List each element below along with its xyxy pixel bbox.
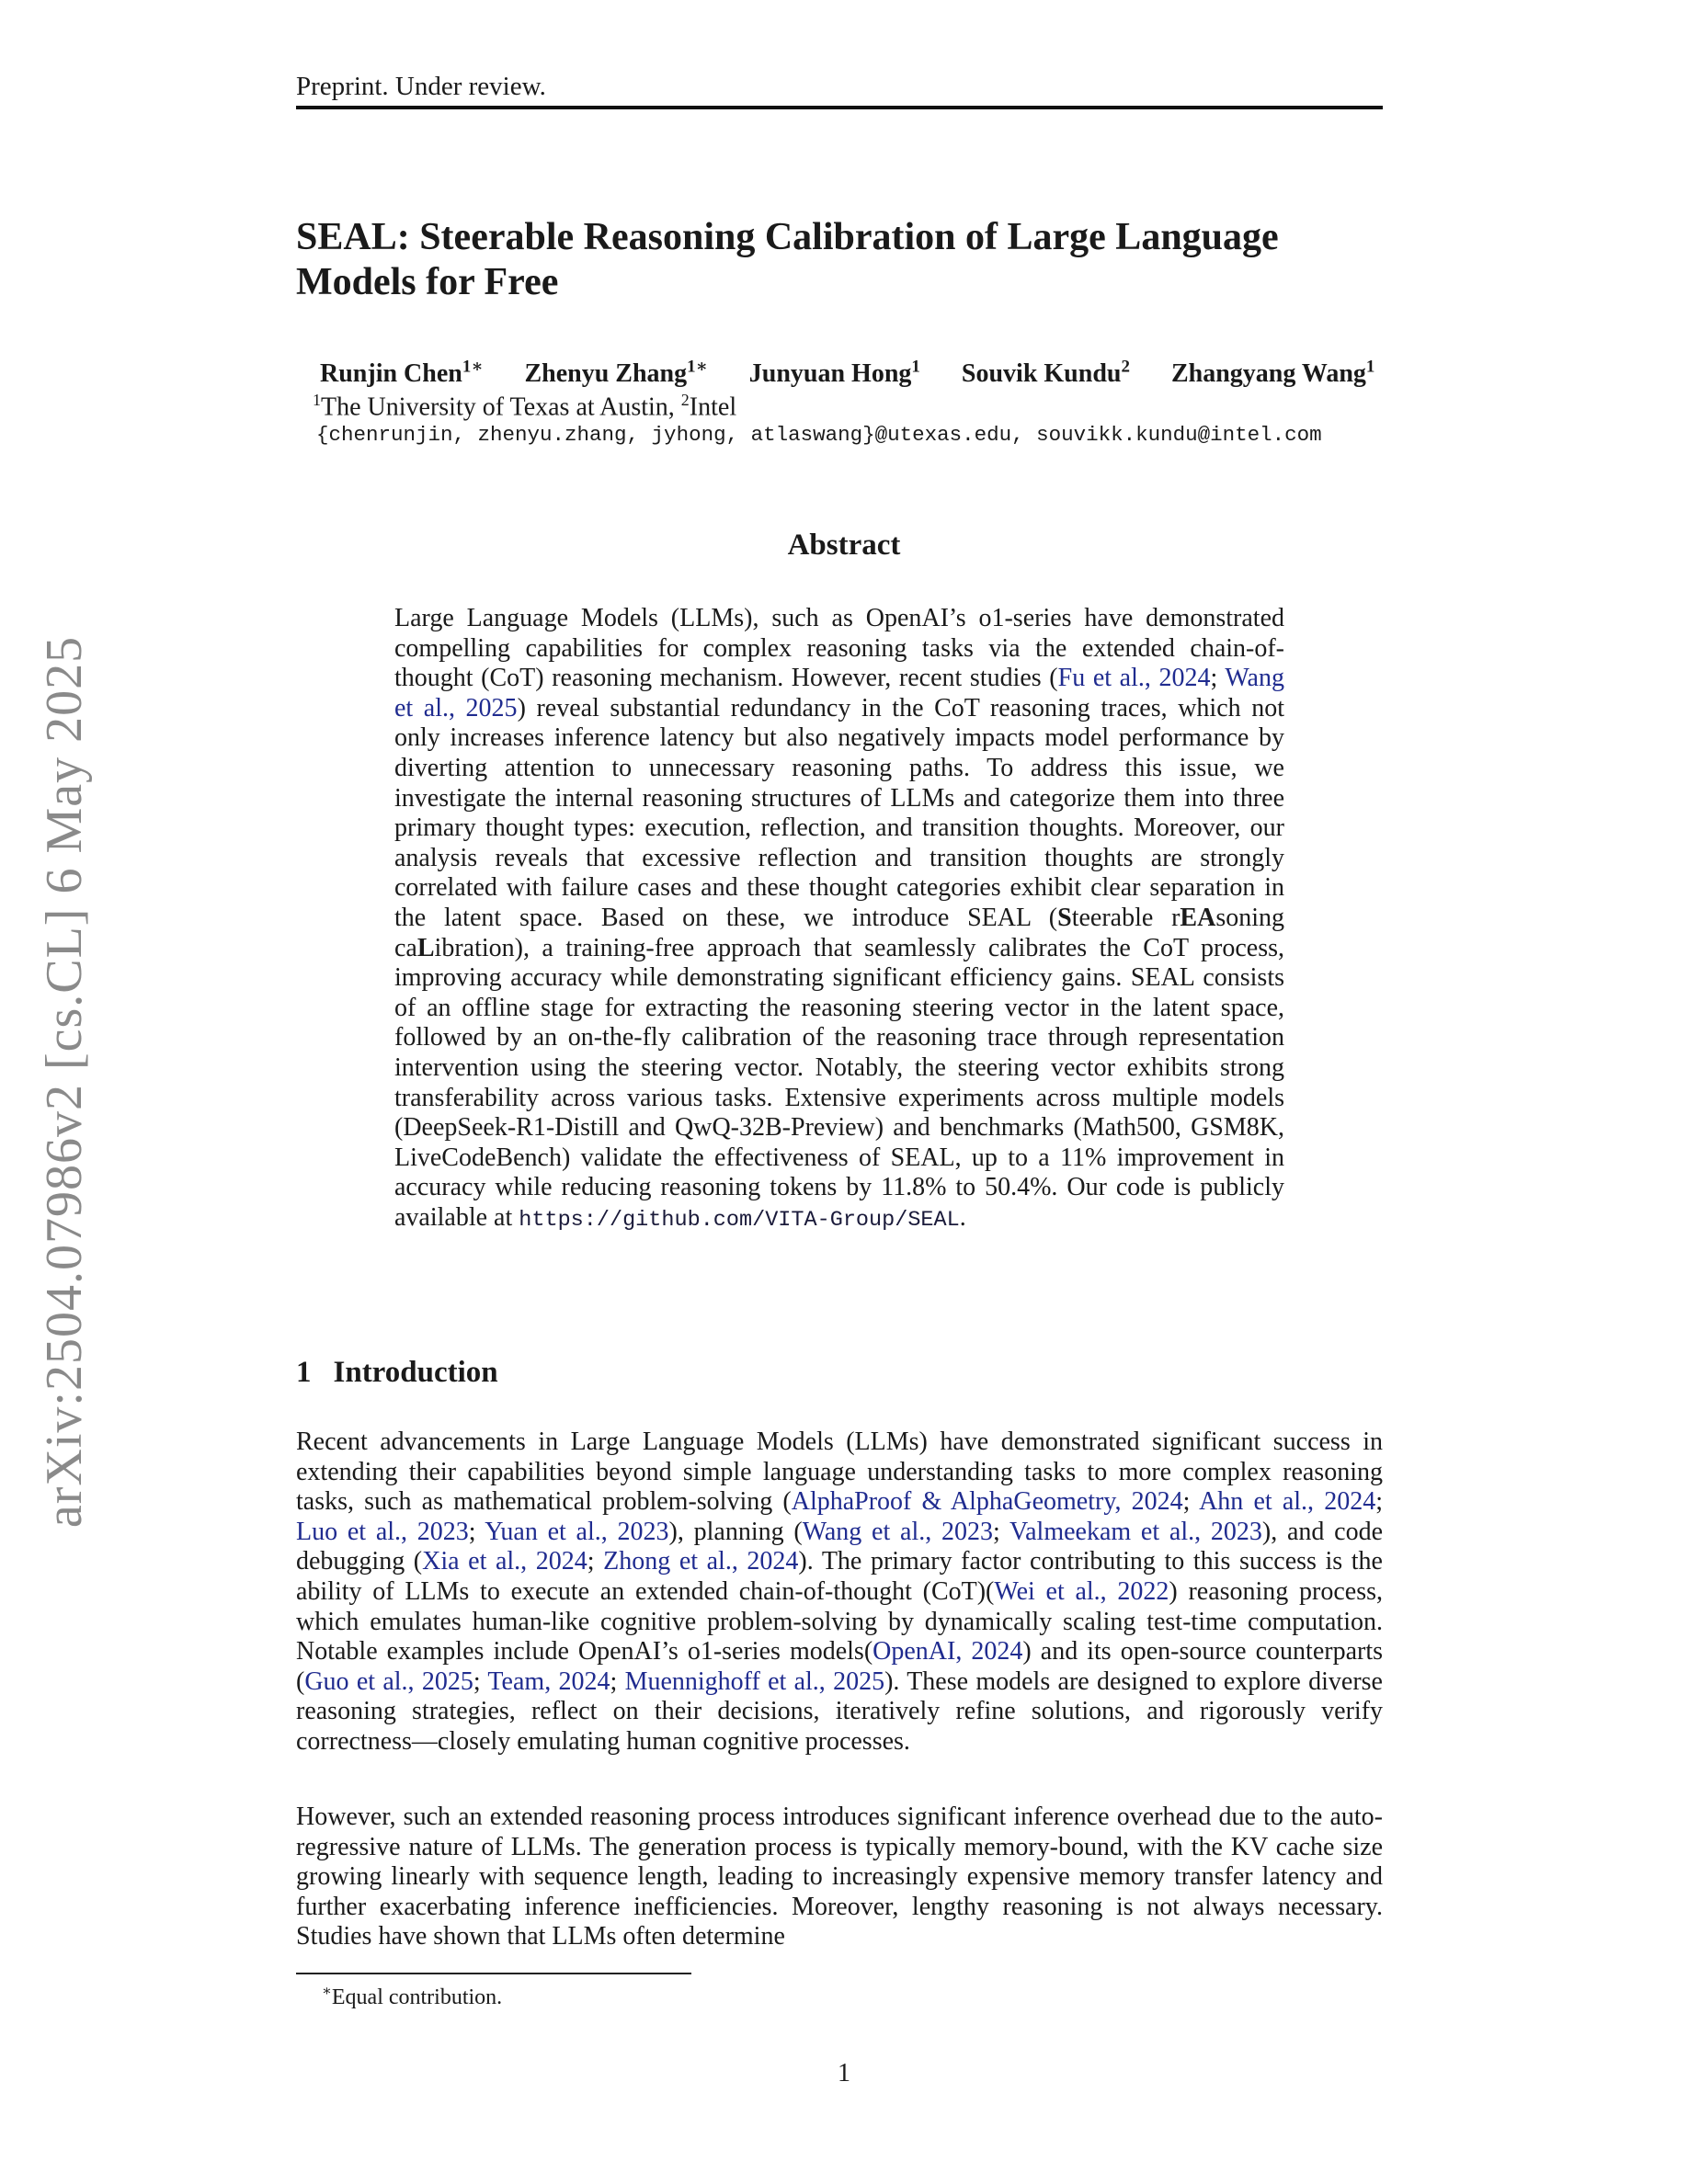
section-number: 1 (296, 1356, 312, 1389)
preprint-note: Preprint. Under review. (296, 72, 546, 101)
author-affiliation-mark: 1∗ (687, 358, 708, 377)
affiliation-mark: 1 (313, 391, 321, 409)
author-name: Junyuan Hong (748, 359, 912, 389)
abstract-heading: Abstract (787, 529, 901, 562)
author-list (320, 357, 1423, 389)
author (962, 359, 1130, 388)
author-affiliation-mark: 1 (911, 358, 920, 377)
footnote-text: Equal contribution. (331, 1985, 503, 2009)
citation-link[interactable]: Wang et al., 2025 (394, 664, 1284, 722)
code-repository-link[interactable]: https://github.com/VITA-Group/SEAL (519, 1207, 960, 1233)
citation-link[interactable]: Wei et al., 2022 (994, 1576, 1169, 1606)
intro-paragraph: Recent advancements in Large Language Models (LLMs) have demonstrated significant success in extending their capabilities beyond simple language understanding tasks to more complex reasoning tasks, such as mathematical problem-solving (AlphaProof & AlphaGeometry, 2024; Ahn et al., 2024; Luo et al., 2023; Yuan et al., 2023), planning (Wang et al., 2023; Valmeekam et al., 2023), and code debugging (Xia et al., 2024; Zhong et al., 2024). The primary factor contributing to this success is the ability of LLMs to execute an extended chain-of-thought (CoT)(Wei et al., 2022) reasoning process, which emulates human-like cognitive problem-solving by dynamically scaling test-time computation. Notable examples include OpenAI’s o1-series models(OpenAI, 2024) and its open-source counterparts (Guo et al., 2025; Team, 2024; Muennighoff et al., 2025). These models are designed to explore diverse reasoning strategies, reflect on their decisions, iteratively refine solutions, and rigorously verify correctness—closely emulating human cognitive processes. (296, 1428, 1384, 1756)
author-name: Zhangyang Wang (1170, 359, 1366, 389)
abstract-body: Large Language Models (LLMs), such as OpenAI’s o1-series have demonstrated compelling capabilities for complex reasoning tasks via the extended chain-of-thought (CoT) reasoning mechanism. However, recent studies (Fu et al., 2024; Wang et al., 2025) reveal substantial redundancy in the CoT reasoning traces, which not only increases inference latency but also negatively impacts model performance by diverting attention to unnecessary reasoning paths. To address this issue, we investigate the internal reasoning structures of LLMs and categorize them into three primary thought types: execution, reflection, and transition thoughts. Moreover, our analysis reveals that excessive reflection and transition thoughts are strongly correlated with failure cases and these thought categories exhibit clear separation in the latent space. Based on these, we introduce SEAL (Steerable rEAsoning caLibration), a training-free approach that seamlessly calibrates the CoT process, improving accuracy while demonstrating significant efficiency gains. SEAL consists of an offline stage for extracting the reasoning steering vector in the latent space, followed by an on-the-fly calibration of the reasoning trace through representation intervention using the steering vector. Notably, the steering vector exhibits strong transferability across various tasks. Extensive experiments across multiple models (DeepSeek-R1-Distill and QwQ-32B-Preview) and benchmarks (Math500, GSM8K, LiveCodeBench) validate the effectiveness of SEAL, up to a 11% improvement in accuracy while reducing reasoning tokens by 11.8% to 50.4%. Our code is publicly available at https://github.com/VITA-Group/SEAL. (394, 604, 1284, 1233)
citation-link[interactable]: Wang et al., 2023 (802, 1517, 993, 1546)
citation-link[interactable]: Fu et al., 2024 (1057, 664, 1211, 693)
arxiv-identifier-stamp: arXiv:2504.07986v2 [cs.CL] 6 May 2025 (36, 635, 93, 1529)
author (749, 359, 920, 388)
section-heading (296, 1356, 498, 1390)
citation-link[interactable]: Xia et al., 2024 (422, 1547, 587, 1576)
section-title: Introduction (333, 1356, 498, 1389)
author (524, 359, 707, 388)
citation-link[interactable]: Luo et al., 2023 (296, 1517, 469, 1546)
citation-link[interactable]: Guo et al., 2025 (304, 1666, 473, 1696)
intro-paragraph: However, such an extended reasoning process introduces significant inference overhead due to the auto-regressive nature of LLMs. The generation process is typically memory-bound, with the KV cache size growing linearly with sequence length, leading to increasingly expensive memory transfer latency and further exacerbating inference inefficiencies. Moreover, lengthy reasoning is not always necessary. Studies have shown that LLMs often determine (296, 1803, 1383, 1951)
author-affiliation-mark: 1 (1365, 358, 1375, 377)
author-name: Zhenyu Zhang (524, 359, 688, 389)
citation-link[interactable]: Zhong et al., 2024 (603, 1547, 799, 1576)
page-number: 1 (838, 2059, 850, 2087)
footnote-mark: ∗ (322, 1984, 332, 1999)
footnote (322, 1982, 502, 2010)
citation-link[interactable]: Team, 2024 (487, 1666, 610, 1696)
citation-link[interactable]: OpenAI, 2024 (873, 1637, 1023, 1666)
author (1171, 359, 1374, 388)
header-rule (296, 106, 1383, 109)
paper-title: SEAL: Steerable Reasoning Calibration of Large Language Models for Free (296, 216, 1279, 303)
citation-link[interactable]: Yuan et al., 2023 (485, 1517, 669, 1546)
citation-link[interactable]: Ahn et al., 2024 (1199, 1487, 1376, 1517)
affiliation-name: The University of Texas at Austin, (321, 392, 681, 422)
author-name: Souvik Kundu (961, 359, 1122, 389)
footnote-rule (296, 1973, 691, 1974)
citation-link[interactable]: Valmeekam et al., 2023 (1009, 1517, 1262, 1546)
citation-link[interactable]: Muennighoff et al., 2025 (624, 1666, 885, 1696)
affiliations (313, 391, 736, 422)
author-emails: {chenrunjin, zhenyu.zhang, jyhong, atlaswang}@utexas.edu, souvikk.kundu@intel.com (316, 423, 1322, 447)
author-name: Runjin Chen (320, 359, 462, 389)
citation-link[interactable]: AlphaProof & AlphaGeometry, 2024 (791, 1487, 1183, 1517)
author-affiliation-mark: 2 (1121, 358, 1130, 377)
affiliation-name: Intel (689, 392, 737, 422)
affiliation-mark: 2 (680, 391, 690, 409)
author (320, 359, 483, 388)
author-affiliation-mark: 1∗ (462, 358, 484, 377)
